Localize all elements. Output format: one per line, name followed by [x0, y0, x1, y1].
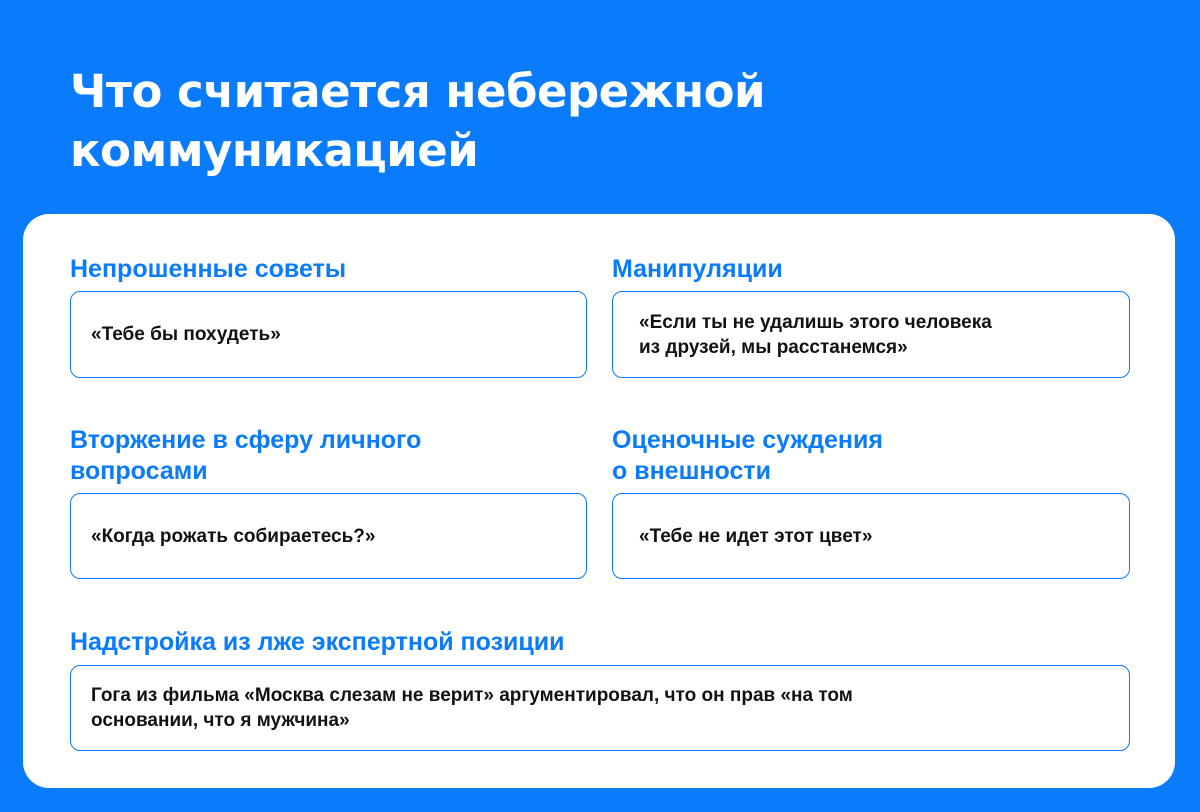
item-example-text [639, 524, 872, 549]
page-title-line-1: Что считается небережной [70, 65, 766, 118]
item-example-line: «Когда рожать собираетесь?» [91, 525, 376, 547]
item-heading-manipulation [612, 254, 783, 285]
item-heading-privacy-intrusion [70, 425, 421, 487]
item-heading-line: Надстройка из лже экспертной позиции [70, 628, 565, 656]
item-example-box-unsolicited-advice [70, 291, 587, 378]
item-example-line: основании, что я мужчина» [91, 710, 350, 731]
item-example-line: Гога из фильма «Москва слезам не верит» аргументировал, что он прав «на том [91, 685, 853, 706]
item-example-line: «Тебе бы похудеть» [91, 324, 281, 345]
content-card [23, 214, 1175, 788]
item-example-line: «Если ты не удалишь этого человека [639, 311, 992, 333]
item-example-text [91, 683, 853, 733]
item-example-box-privacy-intrusion [70, 493, 587, 579]
page-title [70, 62, 970, 180]
item-example-box-appearance-judgement [612, 493, 1130, 579]
item-example-text [91, 524, 375, 549]
item-heading-line: о внешности [612, 457, 771, 485]
item-example-text [91, 322, 281, 347]
item-example-text [639, 310, 992, 360]
item-heading-unsolicited-advice [70, 254, 346, 285]
item-heading-line: Манипуляции [612, 255, 783, 283]
item-heading-false-expertise [70, 627, 565, 658]
item-heading-line: Оценочные суждения [612, 426, 883, 454]
item-example-line: «Тебе не идет этот цвет» [639, 525, 873, 547]
item-heading-appearance-judgement [612, 425, 883, 487]
item-heading-line: Вторжение в сферу личного [70, 426, 422, 454]
item-example-line: из друзей, мы расстанемся» [639, 336, 908, 358]
page-title-line-2: коммуникацией [70, 124, 479, 177]
item-heading-line: Непрошенные советы [70, 255, 347, 283]
item-example-box-manipulation [612, 291, 1130, 378]
item-heading-line: вопросами [70, 457, 208, 485]
item-example-box-false-expertise [70, 665, 1130, 751]
